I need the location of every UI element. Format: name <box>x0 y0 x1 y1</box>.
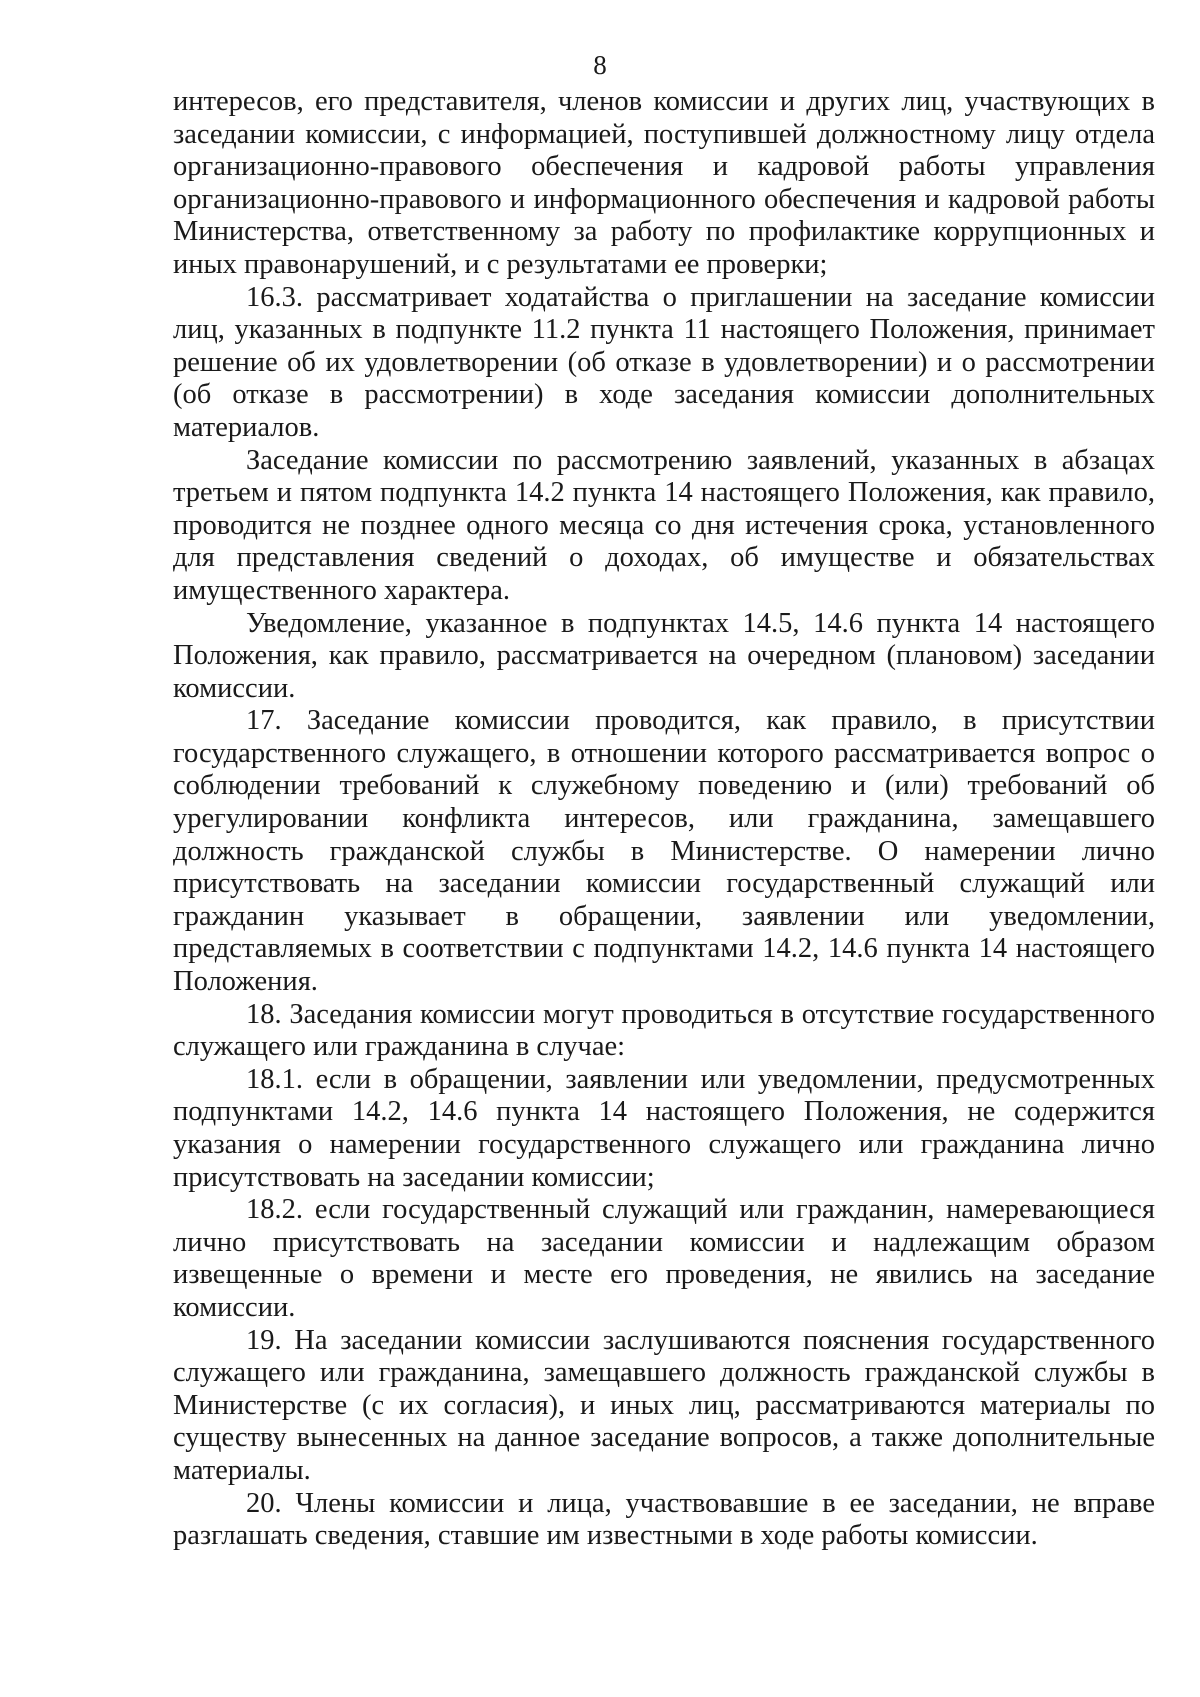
page-number: 8 <box>593 50 607 80</box>
document-body <box>173 86 1155 1553</box>
paragraph-18: 18. Заседания комиссии могут проводиться в отсутствие государственного служащего или гражданина в случае: <box>173 998 1155 1063</box>
paragraph-20: 20. Члены комиссии и лица, участвовавшие в ее заседании, не вправе разглашать сведения, ставшие им известными в ходе работы комиссии. <box>173 1487 1155 1552</box>
paragraph-18-1: 18.1. если в обращении, заявлении или уведомлении, предусмотренных подпунктами 14.2, 14.6 пункта 14 настоящего Положения, не содержится указания о намерении государственного служащего или гражданина лично присутствовать на заседании комиссии; <box>173 1063 1155 1193</box>
paragraph-meeting-statements: Заседание комиссии по рассмотрению заявлений, указанных в абзацах третьем и пятом подпункта 14.2 пункта 14 настоящего Положения, как правило, проводится не позднее одного месяца со дня истечения срока, установленного для представления сведений о доходах, об имуществе и обязательствах имущественного характера. <box>173 444 1155 606</box>
paragraph-notification: Уведомление, указанное в подпунктах 14.5, 14.6 пункта 14 настоящего Положения, как правило, рассматривается на очередном (плановом) заседании комиссии. <box>173 607 1155 704</box>
paragraph-17: 17. Заседание комиссии проводится, как правило, в присутствии государственного служащего, в отношении которого рассматривается вопрос о соблюдении требований к служебному поведению и (или) требований об урегулировании конфликта интересов, или гражданина, замещавшего должность гражданской службы в Министерстве. О намерении лично присутствовать на заседании комиссии государственный служащий или гражданин указывает в обращении, заявлении или уведомлении, представляемых в соответствии с подпунктами 14.2, 14.6 пункта 14 настоящего Положения. <box>173 705 1155 998</box>
paragraph-19: 19. На заседании комиссии заслушиваются пояснения государственного служащего или гражданина, замещавшего должность гражданской службы в Министерстве (с их согласия), и иных лиц, рассматриваются материалы по существу вынесенных на данное заседание вопросов, а также дополнительные материалы. <box>173 1324 1155 1486</box>
paragraph-16-3: 16.3. рассматривает ходатайства о приглашении на заседание комиссии лиц, указанных в подпункте 11.2 пункта 11 настоящего Положения, принимает решение об их удовлетворении (об отказе в удовлетворении) и о рассмотрении (об отказе в рассмотрении) в ходе заседания комиссии дополнительных материалов. <box>173 281 1155 443</box>
paragraph-continuation: интересов, его представителя, членов комиссии и других лиц, участвующих в заседании комиссии, с информацией, поступившей должностному лицу отдела организационно-правового обеспечения и кадровой работы управления организационно-правового и информационного обеспечения и кадровой работы Министерства, ответственному за работу по профилактике коррупционных и иных правонарушений, и с результатами ее проверки; <box>173 86 1155 280</box>
paragraph-18-2: 18.2. если государственный служащий или гражданин, намеревающиеся лично присутствовать на заседании комиссии и надлежащим образом извещенные о времени и месте его проведения, не явились на заседание комиссии. <box>173 1194 1155 1323</box>
